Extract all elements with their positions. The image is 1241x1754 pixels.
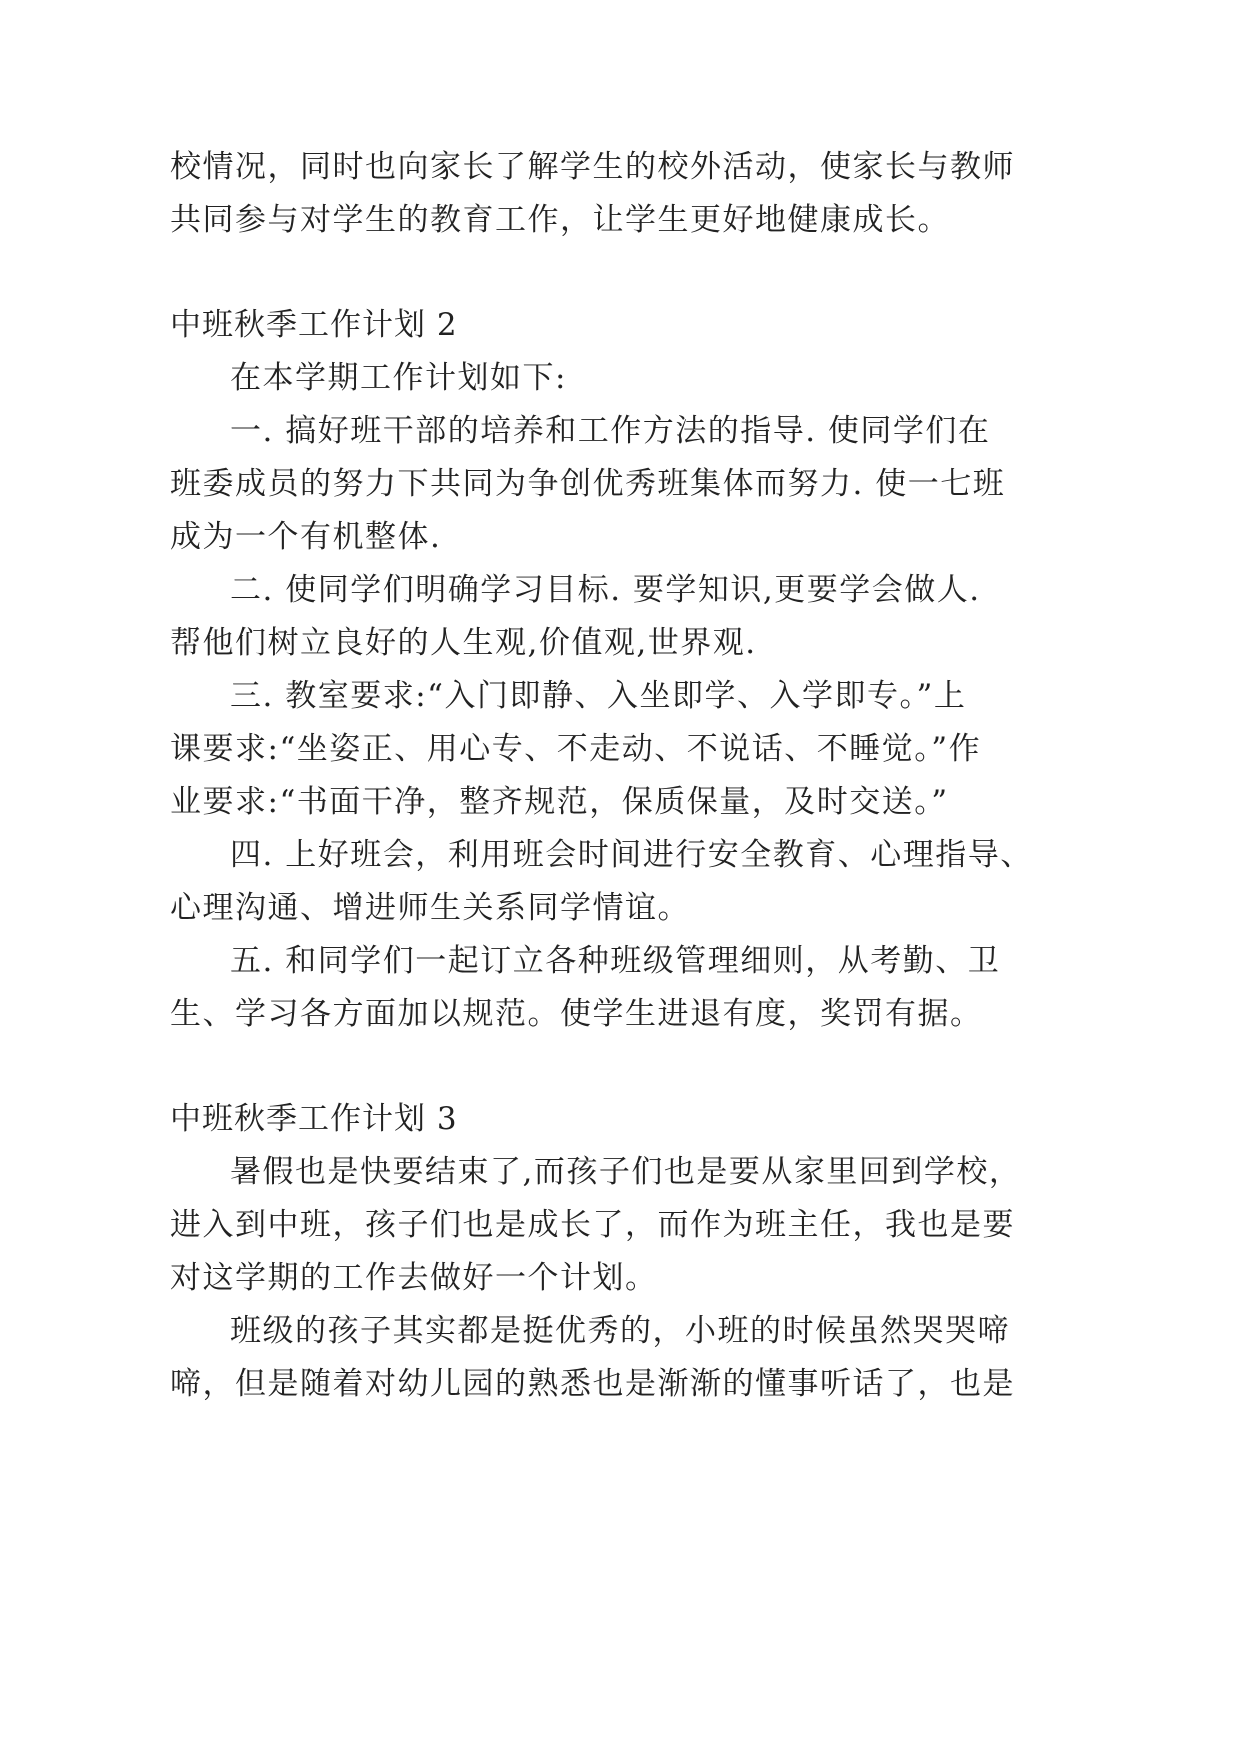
intro-line-1: 校情况，同时也向家长了解学生的校外活动，使家长与教师	[170, 149, 1015, 185]
paragraph-line: 帮他们树立良好的人生观,价值观,世界观.	[170, 625, 757, 661]
paragraph-line: 课要求:“坐姿正、用心专、不走动、不说话、不睡觉。”作	[170, 731, 982, 767]
paragraph-line: 在本学期工作计划如下:	[230, 360, 567, 396]
paragraph-line: 进入到中班，孩子们也是成长了，而作为班主任，我也是要	[170, 1207, 1015, 1243]
paragraph-line: 对这学期的工作去做好一个计划。	[170, 1260, 658, 1296]
paragraph-line: 四. 上好班会，利用班会时间进行安全教育、心理指导、	[230, 837, 1033, 873]
paragraph-line: 三. 教室要求:“入门即静、入坐即学、入学即专。”上	[230, 678, 967, 714]
paragraph-line: 生、学习各方面加以规范。使学生进退有度，奖罚有据。	[170, 996, 983, 1032]
paragraph-line: 心理沟通、增进师生关系同学情谊。	[170, 890, 690, 926]
paragraph-line: 暑假也是快要结束了,而孩子们也是要从家里回到学校，	[230, 1154, 1022, 1190]
paragraph-line: 五. 和同学们一起订立各种班级管理细则，从考勤、卫	[230, 943, 1001, 979]
paragraph-line: 业要求:“书面干净，整齐规范，保质保量，及时交送。”	[170, 784, 949, 820]
paragraph-line: 一. 搞好班干部的培养和工作方法的指导. 使同学们在	[230, 413, 991, 449]
paragraph-line: 成为一个有机整体.	[170, 519, 442, 555]
paragraph-line: 二. 使同学们明确学习目标. 要学知识,更要学会做人.	[230, 572, 981, 608]
paragraph-line: 班委成员的努力下共同为争创优秀班集体而努力. 使一七班	[170, 466, 1006, 502]
section-2-title: 中班秋季工作计划 2	[170, 307, 458, 343]
intro-line-2: 共同参与对学生的教育工作，让学生更好地健康成长。	[170, 202, 950, 238]
paragraph-line: 班级的孩子其实都是挺优秀的，小班的时候虽然哭哭啼	[230, 1313, 1010, 1349]
paragraph-line: 啼，但是随着对幼儿园的熟悉也是渐渐的懂事听话了，也是	[170, 1366, 1015, 1402]
section-3-title: 中班秋季工作计划 3	[170, 1101, 458, 1137]
